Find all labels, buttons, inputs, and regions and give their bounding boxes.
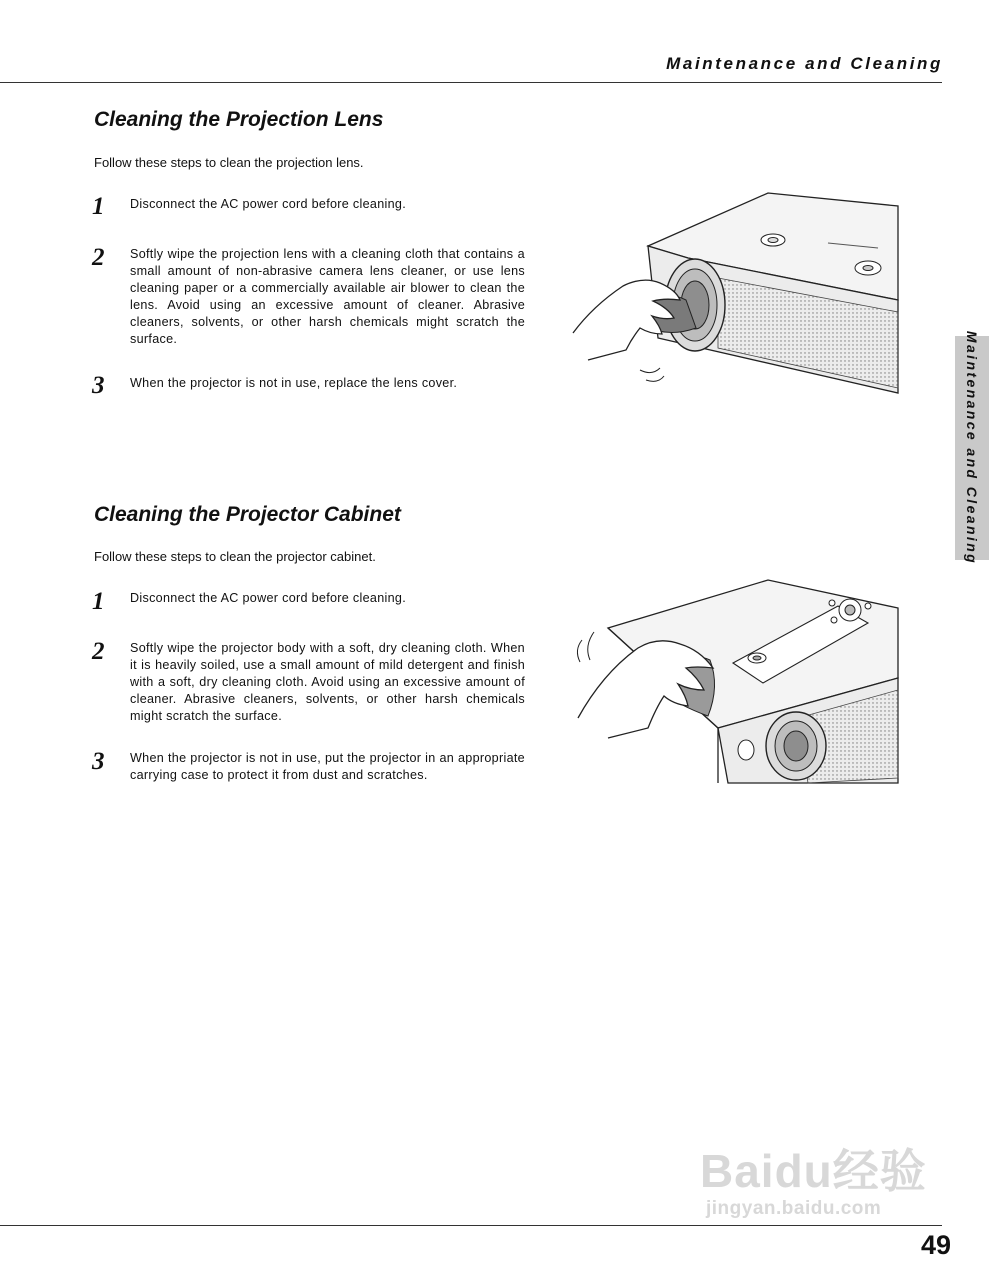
- lens-step-2-number: 2: [92, 244, 105, 271]
- cabinet-step-2-number: 2: [92, 638, 105, 665]
- cabinet-step-3-number: 3: [92, 748, 105, 775]
- cabinet-cleaning-illustration: [568, 578, 900, 788]
- lens-step-3-number: 3: [92, 372, 105, 399]
- side-tab: [955, 330, 989, 566]
- footer-rule: [0, 1225, 942, 1226]
- cabinet-step-3-text: When the projector is not in use, put the projector in an appropriate carrying case to protect it from dust and scratches.: [130, 751, 525, 782]
- cabinet-step-2-text: Softly wipe the projector body with a soft, dry cleaning cloth. When it is heavily soiled, use a small amount of mild detergent and finish with a soft, dry cleaning cloth. Avoid using an excessive amount of cleaner. Abrasive cleaners, solvents, or other harsh chemicals might scratch the surface.: [130, 641, 525, 723]
- cabinet-step-1-number: 1: [92, 588, 105, 615]
- lens-step-3-text: When the projector is not in use, replace the lens cover.: [130, 376, 458, 390]
- running-header: Maintenance and Cleaning: [666, 54, 943, 73]
- side-tab-label: Maintenance and Cleaning: [964, 330, 980, 566]
- header-rule: [0, 82, 942, 83]
- watermark-url: jingyan.baidu.com: [706, 1198, 882, 1219]
- lens-step-1-text: Disconnect the AC power cord before cleaning.: [130, 197, 407, 211]
- watermark-brand: Baidu经验: [700, 1145, 927, 1197]
- section-intro-cabinet: Follow these steps to clean the projector cabinet.: [94, 549, 376, 564]
- section-title-lens: Cleaning the Projection Lens: [94, 108, 384, 131]
- section-intro-lens: Follow these steps to clean the projection lens.: [94, 155, 364, 170]
- lens-step-1-number: 1: [92, 193, 105, 220]
- cabinet-step-1-text: Disconnect the AC power cord before cleaning.: [130, 591, 407, 605]
- lens-step-2-text: Softly wipe the projection lens with a cleaning cloth that contains a small amount of non-abrasive camera lens cleaner, or use lens cleaning paper or a commercially available air blower to clean the lens. Avoid using an excessive amount of cleaner. Abrasive cleaners, solvents, or other harsh chemicals might scratch the surface.: [130, 247, 525, 346]
- page-number: 49: [920, 1230, 951, 1260]
- lens-cleaning-illustration: [568, 188, 900, 398]
- section-title-cabinet: Cleaning the Projector Cabinet: [94, 503, 401, 526]
